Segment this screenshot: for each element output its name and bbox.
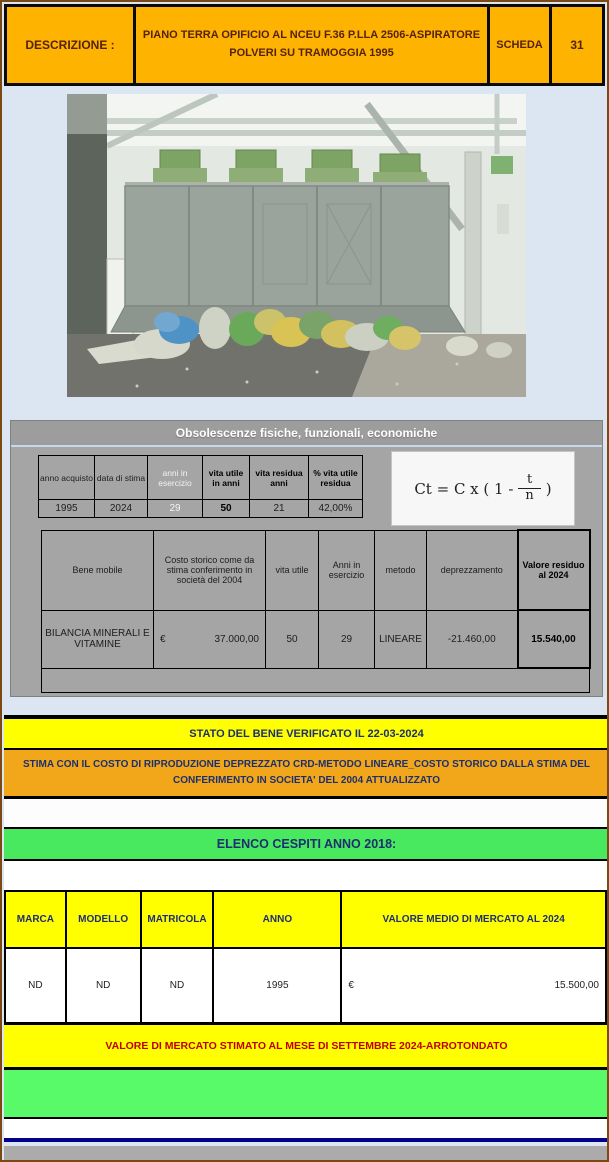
formula-denominator: n [518,488,540,504]
dep-anni-esercizio: 29 [319,610,375,668]
cespiti-header-matricola: MATRICOLA [141,891,214,948]
dep-costo-amount: 37.000,00 [214,633,259,645]
depreciation-formula [391,451,575,526]
cespiti-valore-amount: 15.500,00 [554,980,599,991]
formula-rhs: ) [545,479,552,498]
cespiti-anno: 1995 [213,948,341,1023]
formula-fraction [518,473,540,504]
obsolescence-panel [10,420,603,697]
cespiti-modello: ND [66,948,141,1023]
dep-header-bene: Bene mobile [42,530,154,610]
dep-valore-residuo: 15.540,00 [518,610,590,668]
asset-photo-illustration [67,94,526,397]
dep-costo-storico [154,610,266,668]
calc-header-row [39,456,363,500]
calc-values-row [39,500,363,518]
sheet-header [4,4,605,86]
scheda-label: SCHEDA [490,7,549,83]
calc-value-vita-residua: 21 [250,500,309,518]
dep-bene-mobile: BILANCIA MINERALI E VITAMINE [42,610,154,668]
green-empty-band [4,1070,609,1119]
cespiti-marca: ND [5,948,66,1023]
cespiti-header-valore-medio: VALORE MEDIO DI MERCATO AL 2024 [341,891,606,948]
dep-header-deprezzamento: deprezzamento [427,530,518,610]
depreciation-calc-table [38,455,363,518]
calc-value-data-stima: 2024 [95,500,148,518]
calc-header-data-stima: data di stima [95,456,148,500]
white-empty-band [4,1119,609,1142]
euro-symbol: € [160,633,166,645]
descrizione-label: DESCRIZIONE : [7,7,133,83]
gray-footer-band [4,1146,609,1162]
euro-symbol: € [348,980,354,991]
asset-photo [67,94,526,397]
dep-empty-cell [42,668,590,692]
elenco-cespiti-band: ELENCO CESPITI ANNO 2018: [4,827,609,861]
calc-header-pct-vita-residua: % vita utile residua [309,456,363,500]
cespiti-matricola: ND [141,948,214,1023]
calc-value-pct-vita-residua: 42,00% [309,500,363,518]
cespiti-valore-medio [341,948,606,1023]
asset-depreciation-table [41,529,591,693]
cespiti-data-row [5,948,606,1023]
formula-lhs: Ct = C x ( 1 - [414,479,514,498]
dep-empty-row [42,668,590,692]
dep-header-row [42,530,590,610]
cespiti-header-marca: MARCA [5,891,66,948]
stato-bene-band: STATO DEL BENE VERIFICATO IL 22-03-2024 [4,715,609,750]
dep-header-vita-utile: vita utile [266,530,319,610]
calc-value-vita-utile: 50 [203,500,250,518]
cespiti-header-row [5,891,606,948]
dep-vita-utile: 50 [266,610,319,668]
spacer-band-1 [4,799,609,827]
formula-numerator: t [526,472,533,488]
dep-header-metodo: metodo [375,530,427,610]
stima-metodo-band: STIMA CON IL COSTO DI RIPRODUZIONE DEPREZZATO CRD-METODO LINEARE_COSTO STORICO DALLA STIMA DEL CONFERIMENTO IN SOCIETA' DEL 2004 ATTUALIZZATO [4,750,609,799]
dep-header-costo-storico: Costo storico come da stima conferimento in società del 2004 [154,530,266,610]
dep-header-valore-residuo: Valore residuo al 2024 [518,530,590,610]
valore-mercato-band: VALORE DI MERCATO STIMATO AL MESE DI SETTEMBRE 2024-ARROTONDATO [4,1022,609,1070]
calc-header-vita-residua: vita residua anni [250,456,309,500]
dep-metodo: LINEARE [375,610,427,668]
cespiti-header-modello: MODELLO [66,891,141,948]
calc-value-anni-esercizio: 29 [148,500,203,518]
dep-data-row [42,610,590,668]
obsolescence-title: Obsolescenze fisiche, funzionali, economiche [11,421,602,447]
asset-description: PIANO TERRA OPIFICIO AL NCEU F.36 P.LLA 2506-ASPIRATORE POLVERI SU TRAMOGGIA 1995 [136,7,487,83]
scheda-number: 31 [552,7,602,83]
calc-header-anno-acquisto: anno acquisto [39,456,95,500]
calc-header-anni-esercizio: anni in esercizio [148,456,203,500]
cespiti-table [4,890,607,1024]
dep-header-anni-esercizio: Anni in esercizio [319,530,375,610]
calc-value-anno-acquisto: 1995 [39,500,95,518]
dep-deprezzamento: -21.460,00 [427,610,518,668]
calc-header-vita-utile: vita utile in anni [203,456,250,500]
cespiti-header-anno: ANNO [213,891,341,948]
spacer-band-2 [4,861,609,890]
